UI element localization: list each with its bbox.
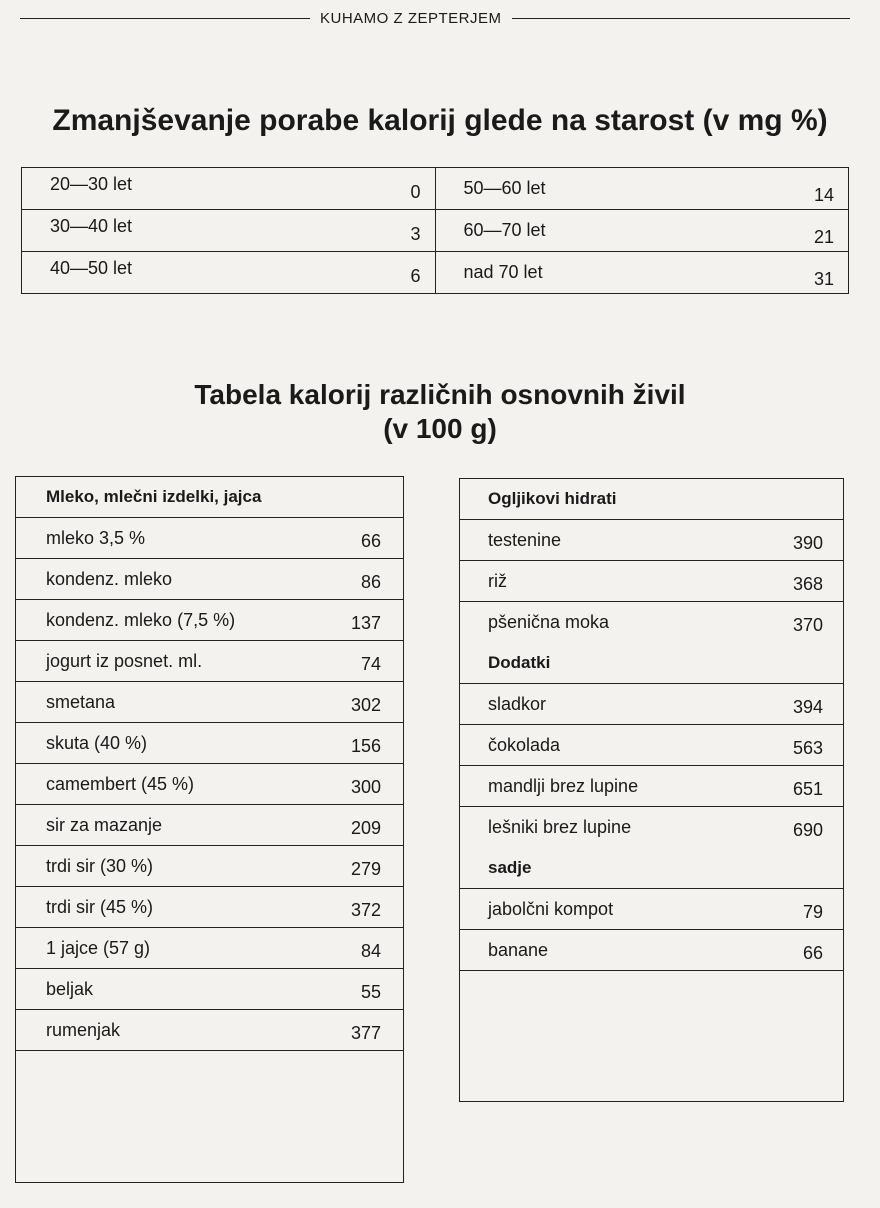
table-row — [460, 889, 843, 930]
food-title-line1: Tabela kalorij različnih osnovnih živil — [194, 379, 686, 410]
food-kcal: 156 — [350, 735, 381, 756]
table-row — [16, 764, 403, 805]
food-kcal: 86 — [360, 571, 381, 592]
dairy-table — [15, 476, 404, 1183]
table-row — [460, 725, 843, 766]
table-row — [16, 641, 403, 682]
food-kcal: 368 — [792, 573, 823, 594]
table-heading — [460, 643, 843, 684]
food-name: sladkor — [488, 693, 547, 714]
age-range: 50—60 let — [463, 178, 546, 198]
table-row — [16, 805, 403, 846]
table-row — [460, 684, 843, 725]
age-value: 3 — [410, 224, 421, 244]
table-row — [460, 766, 843, 807]
food-kcal: 79 — [802, 901, 823, 922]
table-row — [436, 210, 849, 252]
food-kcal: 66 — [360, 530, 381, 551]
running-header — [20, 6, 850, 30]
age-table-right-column — [436, 168, 849, 293]
header-rule-right — [512, 18, 850, 19]
age-calorie-table — [21, 167, 849, 294]
food-kcal: 74 — [360, 653, 381, 674]
table-row — [460, 602, 843, 643]
table-row — [22, 168, 435, 210]
table-row — [460, 807, 843, 848]
table-row — [16, 846, 403, 887]
table-row — [16, 600, 403, 641]
table-row — [460, 930, 843, 971]
table-row — [16, 928, 403, 969]
table-row — [16, 969, 403, 1010]
food-name: jogurt iz posnet. ml. — [46, 650, 203, 671]
fruit-heading: sadje — [488, 858, 532, 877]
food-table-title — [0, 378, 880, 446]
food-name: kondenz. mleko (7,5 %) — [46, 609, 236, 630]
food-name: smetana — [46, 691, 116, 712]
food-name: camembert (45 %) — [46, 773, 195, 794]
age-range: 20—30 let — [50, 174, 133, 194]
dairy-heading: Mleko, mlečni izdelki, jajca — [46, 487, 262, 506]
food-name: sir za mazanje — [46, 814, 163, 835]
food-name: pšenična moka — [488, 612, 610, 632]
food-name: 1 jajce (57 g) — [46, 937, 151, 958]
table-row — [16, 887, 403, 928]
food-name: testenine — [488, 529, 562, 550]
food-name: mandlji brez lupine — [488, 775, 639, 796]
age-range: 40—50 let — [50, 258, 133, 278]
food-kcal: 66 — [802, 942, 823, 963]
food-kcal: 302 — [350, 694, 381, 715]
food-name: mleko 3,5 % — [46, 527, 146, 548]
food-name: rumenjak — [46, 1019, 121, 1040]
food-kcal: 651 — [792, 778, 823, 799]
food-kcal: 84 — [360, 940, 381, 961]
food-name: banane — [488, 939, 549, 960]
carbs-heading: Ogljikovi hidrati — [488, 489, 617, 508]
food-name: trdi sir (30 %) — [46, 855, 154, 876]
table-row — [16, 518, 403, 559]
age-value: 31 — [813, 269, 834, 289]
table-row — [16, 559, 403, 600]
food-name: skuta (40 %) — [46, 732, 148, 753]
table-row — [460, 520, 843, 561]
table-heading — [460, 848, 843, 889]
header-rule-left — [20, 18, 310, 19]
food-kcal: 390 — [792, 532, 823, 553]
food-name: kondenz. mleko — [46, 568, 173, 589]
age-range: 60—70 let — [463, 220, 546, 240]
food-name: čokolada — [488, 734, 561, 755]
age-table-left-column — [22, 168, 436, 293]
food-title-line2: (v 100 g) — [383, 413, 497, 444]
table-row — [460, 561, 843, 602]
food-kcal: 370 — [792, 615, 823, 635]
age-value: 0 — [410, 182, 421, 202]
table-heading — [460, 479, 843, 520]
age-value: 21 — [813, 227, 834, 247]
food-name: riž — [488, 570, 507, 591]
food-kcal: 209 — [350, 817, 381, 838]
carbs-extras-fruit-table — [459, 478, 844, 1102]
food-kcal: 563 — [792, 737, 823, 758]
age-table-title: Zmanjševanje porabe kalorij glede na starost (v mg %) — [52, 104, 828, 137]
age-range: nad 70 let — [463, 262, 543, 282]
table-row — [16, 723, 403, 764]
food-kcal: 377 — [350, 1022, 381, 1043]
food-kcal: 55 — [360, 981, 381, 1002]
food-kcal: 372 — [350, 899, 381, 920]
age-value: 14 — [813, 185, 834, 205]
extras-heading: Dodatki — [488, 653, 551, 672]
food-name: jabolčni kompot — [488, 898, 614, 919]
table-row — [436, 252, 849, 293]
food-kcal: 300 — [350, 776, 381, 797]
age-range: 30—40 let — [50, 216, 133, 236]
table-row — [22, 210, 435, 252]
table-row — [16, 1010, 403, 1051]
food-name: trdi sir (45 %) — [46, 896, 154, 917]
food-kcal: 137 — [350, 612, 381, 633]
running-title: KUHAMO Z ZEPTERJEM — [320, 9, 502, 27]
table-row — [16, 682, 403, 723]
table-row — [22, 252, 435, 293]
table-row — [436, 168, 849, 210]
food-name: lešniki brez lupine — [488, 817, 632, 837]
table-heading — [16, 477, 403, 518]
food-kcal: 279 — [350, 858, 381, 879]
food-kcal: 394 — [792, 696, 823, 717]
food-name: beljak — [46, 978, 94, 999]
age-value: 6 — [410, 266, 421, 286]
food-kcal: 690 — [792, 820, 823, 840]
